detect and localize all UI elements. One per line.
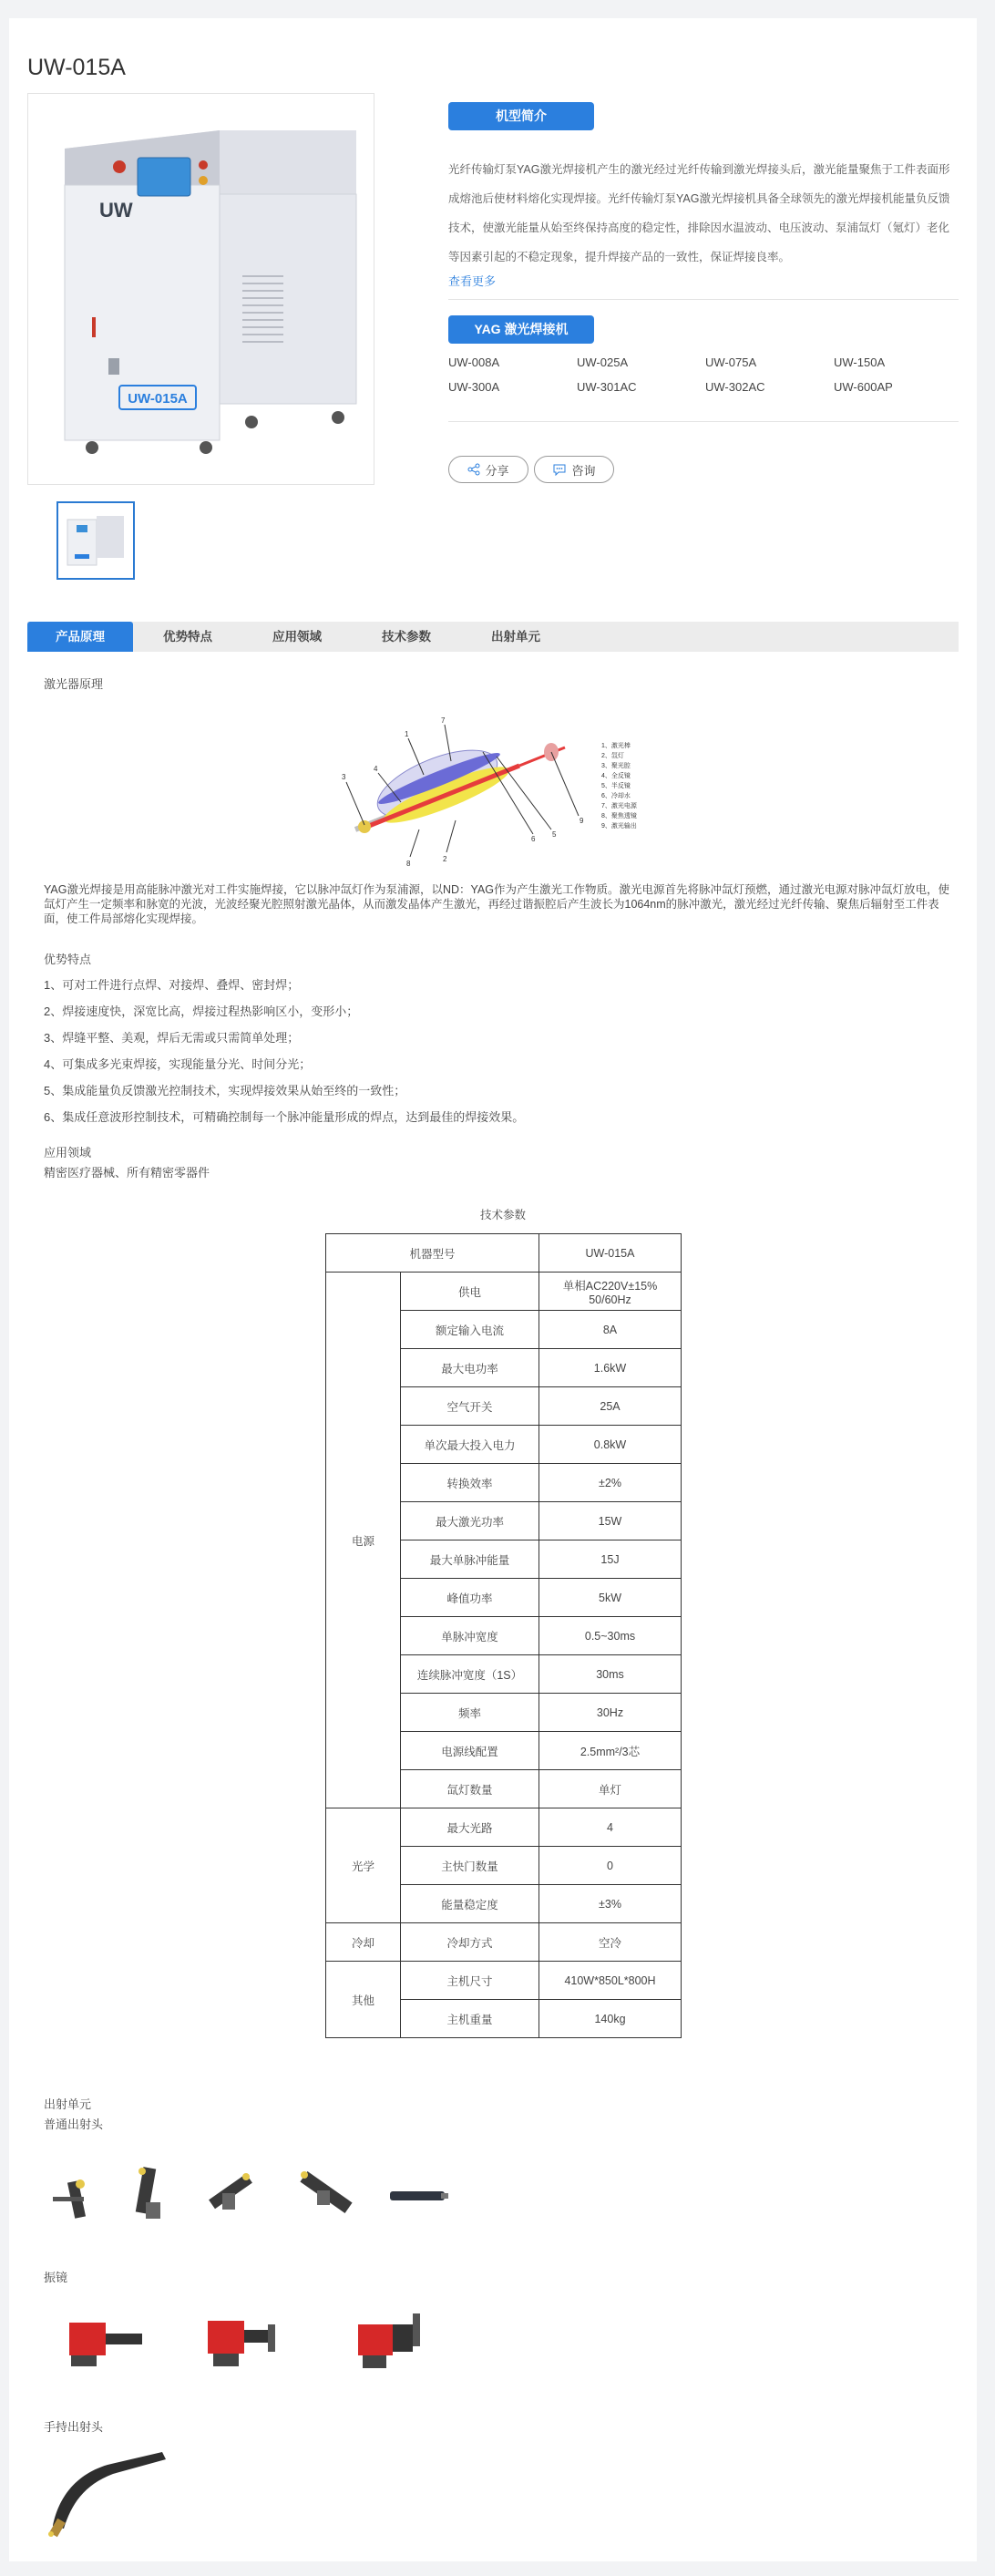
spec-header-cell: 机器型号 [326, 1234, 539, 1273]
tab-specifications[interactable]: 技术参数 [382, 630, 431, 644]
divider [448, 299, 959, 300]
handheld-head-image [44, 2439, 171, 2540]
spec-row [326, 1273, 682, 1311]
spec-value-cell: 15W [539, 1502, 682, 1540]
diagram-label: 8 [406, 860, 411, 868]
spec-value-cell: 0.8kW [539, 1426, 682, 1464]
share-button[interactable] [448, 456, 528, 483]
model-link[interactable]: UW-600AP [834, 380, 893, 394]
spec-value-cell: 空冷 [539, 1923, 682, 1962]
tab-applications[interactable]: 应用领域 [272, 630, 322, 644]
advantage-item: 1、可对工件进行点焊、对接焊、叠焊、密封焊； [44, 978, 300, 992]
spec-value-cell: 单相AC220V±15% 50/60Hz [539, 1273, 682, 1311]
diagram-legend: 3、聚光腔 [601, 763, 631, 769]
tab-output-units[interactable]: 出射单元 [491, 630, 540, 644]
spec-group-cell: 光学 [326, 1808, 401, 1923]
page [9, 18, 977, 2561]
spec-param-cell: 冷却方式 [401, 1923, 539, 1962]
spec-row [326, 1923, 682, 1962]
principle-heading: 激光器原理 [44, 677, 104, 691]
spec-param-cell: 最大单脉冲能量 [401, 1540, 539, 1579]
spec-value-cell: 30Hz [539, 1694, 682, 1732]
tab-principle[interactable]: 产品原理 [27, 622, 133, 652]
galvo-head-image [69, 2323, 142, 2366]
model-link[interactable]: UW-300A [448, 380, 500, 394]
diagram-label: 7 [441, 716, 446, 725]
spec-value-cell: ±3% [539, 1885, 682, 1923]
spec-value-cell: 15J [539, 1540, 682, 1579]
page-title: UW-015A [27, 55, 126, 80]
spec-header-row [326, 1234, 682, 1273]
product-thumbnail[interactable] [56, 501, 135, 580]
laser-principle-diagram [337, 693, 674, 875]
output-head-image [390, 2191, 448, 2200]
spec-value-cell: ±2% [539, 1464, 682, 1502]
model-link[interactable]: UW-302AC [705, 380, 765, 394]
advantage-item: 2、焊接速度快，深宽比高，焊接过程热影响区小，变形小； [44, 1005, 359, 1018]
spec-value-cell: 0.5~30ms [539, 1617, 682, 1655]
share-label: 分享 [485, 463, 509, 478]
intro-text: 光纤传输灯泵YAG激光焊接机产生的激光经过光纤传输到激光焊接头后，激光能量聚焦于工件表面形成熔池后使材料熔化实现焊接。光纤传输灯泵YAG激光焊接机具备全球领先的激光焊接机能量负反馈技术，使激光能量从始至终保持高度的稳定性，排除因水温波动、电压波动、泵浦氙灯（氪灯）老化等因素引起的不稳定现象，提升焊接产品的一致性，保证焊接良率。 [448, 163, 950, 263]
spec-param-cell: 主机尺寸 [401, 1962, 539, 2000]
advantage-item: 3、焊缝平整、美观，焊后无需或只需简单处理； [44, 1031, 300, 1045]
spec-param-cell: 最大电功率 [401, 1349, 539, 1387]
spec-group-cell: 其他 [326, 1962, 401, 2038]
product-main-image[interactable] [27, 93, 374, 485]
machine-logo: UW [99, 199, 133, 222]
output-head-image [136, 2167, 160, 2219]
consult-button[interactable] [534, 456, 614, 483]
spec-param-cell: 频率 [401, 1694, 539, 1732]
spec-param-cell: 主机重量 [401, 2000, 539, 2038]
diagram-legend: 8、聚焦透镜 [601, 813, 637, 819]
spec-value-cell: 0 [539, 1847, 682, 1885]
model-link[interactable]: UW-075A [705, 355, 757, 369]
chat-icon [552, 463, 567, 476]
spec-value-cell: 30ms [539, 1655, 682, 1694]
spec-group-cell: 电源 [326, 1273, 401, 1808]
diagram-legend: 5、半反镜 [601, 783, 631, 789]
thumbnail-image [58, 503, 133, 578]
spec-header-cell: UW-015A [539, 1234, 682, 1273]
share-icon [467, 463, 480, 476]
normal-output-heads-images [44, 2149, 463, 2241]
applications-text: 精密医疗器械、所有精密零器件 [44, 1166, 210, 1180]
spec-param-cell: 电源线配置 [401, 1732, 539, 1770]
machine-label: UW-015A [128, 391, 188, 407]
diagram-label: 4 [374, 765, 378, 773]
spec-value-cell: 410W*850L*800H [539, 1962, 682, 2000]
spec-param-cell: 峰值功率 [401, 1579, 539, 1617]
spec-value-cell: 2.5mm²/3芯 [539, 1732, 682, 1770]
advantage-item: 4、可集成多光束焊接，实现能量分光、时间分光； [44, 1057, 312, 1071]
principle-text: YAG激光焊接是用高能脉冲激光对工件实施焊接，它以脉冲氙灯作为泵浦源，以ND：YAG作为产生激光工作物质。激光电源首先将脉冲氙灯预燃，通过激光电源对脉冲氙灯放电，使氙灯产生一定频率和脉宽的光波，光波经聚光腔照射激光晶体，从而激发晶体产生激光，再经过谐振腔后产生波长为1064nm的脉冲激光，激光经过光纤传输、聚焦后辐射至工件表面，使工件局部熔化实现焊接。 [44, 883, 949, 925]
divider [448, 421, 959, 422]
advantages-heading: 优势特点 [44, 953, 92, 966]
spec-row [326, 1962, 682, 2000]
diagram-label: 1 [405, 730, 409, 738]
output-head-image [53, 2179, 86, 2219]
output-head-image [300, 2171, 352, 2213]
model-link[interactable]: UW-301AC [577, 380, 637, 394]
galvo-heading: 振镜 [44, 2271, 68, 2284]
spec-param-cell: 氙灯数量 [401, 1770, 539, 1808]
diagram-legend: 6、冷却水 [601, 793, 631, 799]
model-list [448, 355, 959, 394]
intro-heading-button[interactable]: 机型简介 [448, 102, 594, 130]
handheld-heading: 手持出射头 [44, 2420, 104, 2434]
applications-heading: 应用领域 [44, 1146, 92, 1159]
spec-param-cell: 单脉冲宽度 [401, 1617, 539, 1655]
diagram-legend: 9、激光输出 [601, 823, 637, 829]
spec-param-cell: 主快门数量 [401, 1847, 539, 1885]
tab-bar [27, 622, 959, 652]
diagram-label: 9 [580, 817, 584, 825]
spec-param-cell: 额定输入电流 [401, 1311, 539, 1349]
spec-value-cell: 1.6kW [539, 1349, 682, 1387]
series-heading-button[interactable]: YAG 激光焊接机 [448, 315, 594, 344]
model-link[interactable]: UW-150A [834, 355, 886, 369]
spec-caption: 技术参数 [479, 1209, 526, 1221]
spec-value-cell: 140kg [539, 2000, 682, 2038]
diagram-legend: 1、激光棒 [601, 743, 631, 749]
spec-param-cell: 最大激光功率 [401, 1502, 539, 1540]
spec-param-cell: 最大光路 [401, 1808, 539, 1847]
spec-value-cell: 4 [539, 1808, 682, 1847]
diagram-label: 2 [443, 855, 447, 863]
spec-param-cell: 供电 [401, 1273, 539, 1311]
spec-row [326, 1808, 682, 1847]
diagram-label: 6 [531, 835, 536, 843]
spec-value-cell: 8A [539, 1311, 682, 1349]
model-link[interactable]: UW-008A [448, 355, 500, 369]
output-head-image [209, 2173, 252, 2210]
spec-param-cell: 能量稳定度 [401, 1885, 539, 1923]
diagram-label: 5 [552, 830, 557, 839]
welder-machine-illustration [28, 94, 375, 486]
view-more-link[interactable]: 查看更多 [448, 274, 497, 288]
diagram-legend: 7、激光电源 [601, 803, 637, 809]
spec-param-cell: 连续脉冲宽度（1S） [401, 1655, 539, 1694]
diagram-legend: 2、氙灯 [601, 753, 624, 759]
spec-value-cell: 5kW [539, 1579, 682, 1617]
galvo-heads-images [44, 2297, 463, 2397]
model-link[interactable]: UW-025A [577, 355, 629, 369]
advantage-item: 5、集成能量负反馈激光控制技术，实现焊接效果从始至终的一致性； [44, 1084, 406, 1097]
consult-label: 咨询 [571, 463, 596, 478]
galvo-head-image [358, 2313, 420, 2368]
galvo-head-image [208, 2321, 275, 2366]
diagram-legend: 4、全反镜 [601, 773, 631, 779]
spec-param-cell: 单次最大投入电力 [401, 1426, 539, 1464]
tab-advantages[interactable]: 优势特点 [163, 630, 212, 644]
normal-head-heading: 普通出射头 [44, 2117, 104, 2131]
advantage-item: 6、集成任意波形控制技术，可精确控制每一个脉冲能量形成的焊点，达到最佳的焊接效果。 [44, 1110, 525, 1124]
spec-param-cell: 空气开关 [401, 1387, 539, 1426]
spec-value-cell: 25A [539, 1387, 682, 1426]
spec-param-cell: 转换效率 [401, 1464, 539, 1502]
spec-group-cell: 冷却 [326, 1923, 401, 1962]
spec-value-cell: 单灯 [539, 1770, 682, 1808]
output-heading: 出射单元 [44, 2097, 92, 2111]
spec-table [325, 1233, 682, 2038]
diagram-label: 3 [342, 773, 346, 781]
